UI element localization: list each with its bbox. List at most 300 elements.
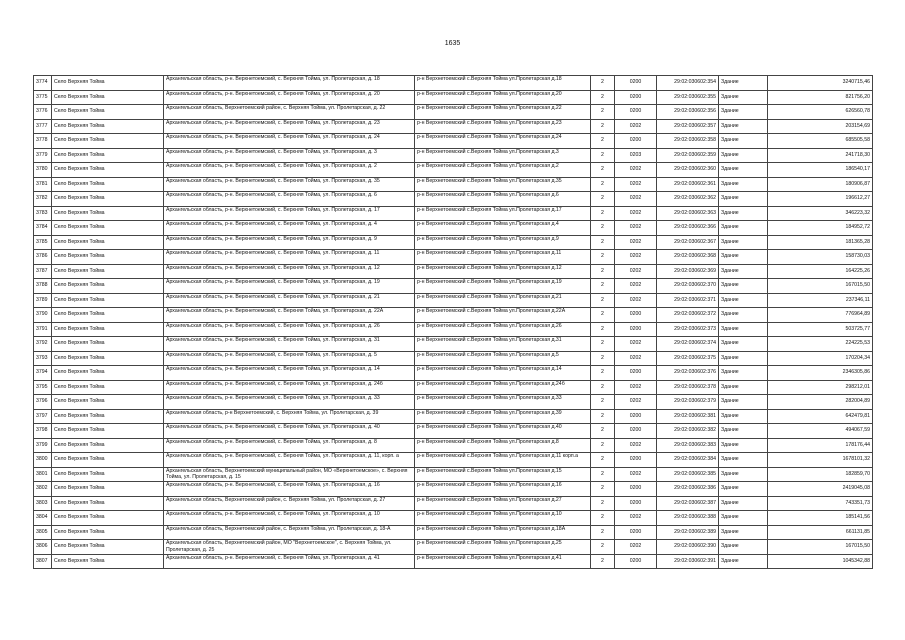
floors-cell: 2 (591, 395, 615, 410)
code-cell: 0202 (615, 293, 657, 308)
floors-cell: 2 (591, 235, 615, 250)
cadastral-number-cell: 29:02:030602:384 (657, 453, 719, 468)
cadastral-cost-cell: 821756,20 (768, 90, 873, 105)
table-row (34, 119, 873, 134)
settlement-cell: Село Верхняя Тойма (52, 511, 164, 526)
settlement-cell: Село Верхняя Тойма (52, 308, 164, 323)
row-number-cell: 3799 (34, 438, 52, 453)
code-cell: 0202 (615, 395, 657, 410)
table-row (34, 76, 873, 91)
object-type-cell: Здание (719, 134, 768, 149)
short-address-cell: р-н Верхнетоемский с.Верхняя Тойма ул.Пролетарская д.27 (415, 496, 591, 511)
cadastral-number-cell: 29:02:030602:376 (657, 366, 719, 381)
address-cell: Архангельская область, Верхнетоемский район, с. Верхняя Тойма, ул. Пролетарская, д. 27 (164, 496, 415, 511)
short-address-cell: р-н Верхнетоемский с.Верхняя Тойма ул.Пролетарская д.23 (415, 119, 591, 134)
code-cell: 0203 (615, 148, 657, 163)
table-row (34, 554, 873, 569)
table-row (34, 293, 873, 308)
address-cell: Архангельская область, р-н. Верхнетоемский, с. Верхняя Тойма, ул. Пролетарская, д. 10 (164, 511, 415, 526)
settlement-cell: Село Верхняя Тойма (52, 366, 164, 381)
settlement-cell: Село Верхняя Тойма (52, 496, 164, 511)
floors-cell: 2 (591, 322, 615, 337)
settlement-cell: Село Верхняя Тойма (52, 235, 164, 250)
address-cell: Архангельская область, Верхнетоемский муниципальный район, МО «Верхнетоемское», с. Верхняя Тойма, ул. Пролетарская, д. 15 (164, 467, 415, 482)
cadastral-cost-cell: 1045342,88 (768, 554, 873, 569)
row-number-cell: 3778 (34, 134, 52, 149)
code-cell: 0202 (615, 163, 657, 178)
address-cell: Архангельская область, р-н. Верхнетоемский, с. Верхняя Тойма, ул. Пролетарская, д. 21 (164, 293, 415, 308)
object-type-cell: Здание (719, 235, 768, 250)
row-number-cell: 3795 (34, 380, 52, 395)
settlement-cell: Село Верхняя Тойма (52, 380, 164, 395)
cadastral-number-cell: 29:02:030602:386 (657, 482, 719, 497)
cadastral-number-cell: 29:02:030602:381 (657, 409, 719, 424)
settlement-cell: Село Верхняя Тойма (52, 540, 164, 555)
object-type-cell: Здание (719, 192, 768, 207)
short-address-cell: р-н Верхнетоемский с.Верхняя Тойма ул.Пролетарская д.40 (415, 424, 591, 439)
address-cell: Архангельская область, р-н. Верхнетоемский, с. Верхняя Тойма, ул. Пролетарская, д. 18 (164, 76, 415, 91)
cadastral-number-cell: 29:02:030602:355 (657, 90, 719, 105)
cadastral-cost-cell: 182859,70 (768, 467, 873, 482)
code-cell: 0202 (615, 192, 657, 207)
table-row (34, 511, 873, 526)
settlement-cell: Село Верхняя Тойма (52, 279, 164, 294)
cadastral-number-cell: 29:02:030602:360 (657, 163, 719, 178)
floors-cell: 2 (591, 293, 615, 308)
row-number-cell: 3787 (34, 264, 52, 279)
object-type-cell: Здание (719, 293, 768, 308)
object-type-cell: Здание (719, 511, 768, 526)
cadastral-number-cell: 29:02:030602:373 (657, 322, 719, 337)
short-address-cell: р-н Верхнетоемский с.Верхняя Тойма ул.Пролетарская д.9 (415, 235, 591, 250)
object-type-cell: Здание (719, 540, 768, 555)
floors-cell: 2 (591, 424, 615, 439)
cadastral-cost-cell: 346223,32 (768, 206, 873, 221)
address-cell: Архангельская область, р-н. Верхнетоемский, с. Верхняя Тойма, ул. Пролетарская, д. 11 (164, 250, 415, 265)
settlement-cell: Село Верхняя Тойма (52, 177, 164, 192)
table-row (34, 467, 873, 482)
floors-cell: 2 (591, 221, 615, 236)
row-number-cell: 3805 (34, 525, 52, 540)
cadastral-number-cell: 29:02:030602:359 (657, 148, 719, 163)
address-cell: Архангельская область, р-н. Верхнетоемский, с. Верхняя Тойма, ул. Пролетарская, д. 2 (164, 163, 415, 178)
cadastral-cost-cell: 2419045,08 (768, 482, 873, 497)
address-cell: Архангельская область, р-н. Верхнетоемский, с. Верхняя Тойма, ул. Пролетарская, д. 20 (164, 90, 415, 105)
settlement-cell: Село Верхняя Тойма (52, 337, 164, 352)
cadastral-cost-cell: 743351,73 (768, 496, 873, 511)
floors-cell: 2 (591, 438, 615, 453)
code-cell: 0202 (615, 177, 657, 192)
code-cell: 0202 (615, 250, 657, 265)
object-type-cell: Здание (719, 453, 768, 468)
floors-cell: 2 (591, 351, 615, 366)
settlement-cell: Село Верхняя Тойма (52, 351, 164, 366)
short-address-cell: р-н Верхнетоемский с.Верхняя Тойма ул.Пролетарская д.11 (415, 250, 591, 265)
settlement-cell: Село Верхняя Тойма (52, 206, 164, 221)
code-cell: 0200 (615, 424, 657, 439)
short-address-cell: р-н Верхнетоемский с.Верхняя Тойма ул.Пролетарская д.12 (415, 264, 591, 279)
address-cell: Архангельская область, р-н. Верхнетоемский, с. Верхняя Тойма, ул. Пролетарская, д. 3 (164, 148, 415, 163)
short-address-cell: р-н Верхнетоемский с.Верхняя Тойма ул.Пролетарская д.6 (415, 192, 591, 207)
settlement-cell: Село Верхняя Тойма (52, 163, 164, 178)
row-number-cell: 3777 (34, 119, 52, 134)
short-address-cell: р-н Верхнетоемский с.Верхняя Тойма ул.Пролетарская д.18 (415, 76, 591, 91)
floors-cell: 2 (591, 540, 615, 555)
settlement-cell: Село Верхняя Тойма (52, 467, 164, 482)
settlement-cell: Село Верхняя Тойма (52, 438, 164, 453)
object-type-cell: Здание (719, 438, 768, 453)
address-cell: Архангельская область, р-н. Верхнетоемский, с. Верхняя Тойма, ул. Пролетарская, д. 41 (164, 554, 415, 569)
row-number-cell: 3798 (34, 424, 52, 439)
cadastral-number-cell: 29:02:030602:358 (657, 134, 719, 149)
address-cell: Архангельская область, р-н. Верхнетоемский, с. Верхняя Тойма, ул. Пролетарская, д. 31 (164, 337, 415, 352)
code-cell: 0200 (615, 496, 657, 511)
short-address-cell: р-н Верхнетоемский с.Верхняя Тойма ул.Пролетарская д.8 (415, 438, 591, 453)
cadastral-cost-cell: 776964,89 (768, 308, 873, 323)
cadastral-cost-cell: 158730,03 (768, 250, 873, 265)
floors-cell: 2 (591, 119, 615, 134)
address-cell: Архангельская область, р-н. Верхнетоемский, с. Верхняя Тойма, ул. Пролетарская, д. 8 (164, 438, 415, 453)
address-cell: Архангельская область, р-н. Верхнетоемский, с. Верхняя Тойма, ул. Пролетарская, д. 19 (164, 279, 415, 294)
code-cell: 0202 (615, 119, 657, 134)
table-row (34, 235, 873, 250)
cadastral-number-cell: 29:02:030602:354 (657, 76, 719, 91)
table-row (34, 525, 873, 540)
floors-cell: 2 (591, 279, 615, 294)
table-row (34, 496, 873, 511)
cadastral-number-cell: 29:02:030602:361 (657, 177, 719, 192)
object-type-cell: Здание (719, 250, 768, 265)
address-cell: Архангельская область, р-н. Верхнетоемский, с. Верхняя Тойма, ул. Пролетарская, д. 11, корп. а (164, 453, 415, 468)
short-address-cell: р-н Верхнетоемский с.Верхняя Тойма ул.Пролетарская д.26 (415, 322, 591, 337)
settlement-cell: Село Верхняя Тойма (52, 264, 164, 279)
table-row (34, 264, 873, 279)
object-type-cell: Здание (719, 424, 768, 439)
cadastral-number-cell: 29:02:030602:391 (657, 554, 719, 569)
address-cell: Архангельская область, р-н. Верхнетоемский, с. Верхняя Тойма, ул. Пролетарская, д. 16 (164, 482, 415, 497)
floors-cell: 2 (591, 264, 615, 279)
code-cell: 0202 (615, 264, 657, 279)
object-type-cell: Здание (719, 221, 768, 236)
settlement-cell: Село Верхняя Тойма (52, 90, 164, 105)
floors-cell: 2 (591, 192, 615, 207)
row-number-cell: 3806 (34, 540, 52, 555)
short-address-cell: р-н Верхнетоемский с.Верхняя Тойма ул.Пролетарская д.22А (415, 308, 591, 323)
address-cell: Архангельская область, р-н. Верхнетоемский, с. Верхняя Тойма, ул. Пролетарская, д. 9 (164, 235, 415, 250)
cadastral-number-cell: 29:02:030602:367 (657, 235, 719, 250)
object-type-cell: Здание (719, 308, 768, 323)
row-number-cell: 3801 (34, 467, 52, 482)
address-cell: Архангельская область, р-н. Верхнетоемский, с. Верхняя Тойма, ул. Пролетарская, д. 17 (164, 206, 415, 221)
cadastral-cost-cell: 203154,69 (768, 119, 873, 134)
floors-cell: 2 (591, 496, 615, 511)
floors-cell: 2 (591, 250, 615, 265)
short-address-cell: р-н Верхнетоемский с.Верхняя Тойма ул.Пролетарская д.11 корп.а (415, 453, 591, 468)
floors-cell: 2 (591, 554, 615, 569)
object-type-cell: Здание (719, 482, 768, 497)
object-type-cell: Здание (719, 119, 768, 134)
cadastral-cost-cell: 196612,27 (768, 192, 873, 207)
cadastral-cost-cell: 503725,77 (768, 322, 873, 337)
short-address-cell: р-н Верхнетоемский с.Верхняя Тойма ул.Пролетарская д.10 (415, 511, 591, 526)
table-row (34, 148, 873, 163)
object-type-cell: Здание (719, 105, 768, 120)
short-address-cell: р-н Верхнетоемский с.Верхняя Тойма ул.Пролетарская д.21 (415, 293, 591, 308)
object-type-cell: Здание (719, 395, 768, 410)
address-cell: Архангельская область, р-н. Верхнетоемский, с. Верхняя Тойма, ул. Пролетарская, д. 26 (164, 322, 415, 337)
cadastral-number-cell: 29:02:030602:357 (657, 119, 719, 134)
floors-cell: 2 (591, 134, 615, 149)
object-type-cell: Здание (719, 279, 768, 294)
row-number-cell: 3794 (34, 366, 52, 381)
cadastral-cost-cell: 642479,81 (768, 409, 873, 424)
table-row (34, 540, 873, 555)
object-type-cell: Здание (719, 366, 768, 381)
code-cell: 0200 (615, 409, 657, 424)
cadastral-number-cell: 29:02:030602:388 (657, 511, 719, 526)
table-row (34, 366, 873, 381)
code-cell: 0200 (615, 322, 657, 337)
address-cell: Архангельская область, р-н. Верхнетоемский, с. Верхняя Тойма, ул. Пролетарская, д. 4 (164, 221, 415, 236)
cadastral-cost-cell: 180906,87 (768, 177, 873, 192)
short-address-cell: р-н Верхнетоемский с.Верхняя Тойма ул.Пролетарская д.19 (415, 279, 591, 294)
settlement-cell: Село Верхняя Тойма (52, 119, 164, 134)
row-number-cell: 3804 (34, 511, 52, 526)
row-number-cell: 3797 (34, 409, 52, 424)
row-number-cell: 3803 (34, 496, 52, 511)
short-address-cell: р-н Верхнетоемский с.Верхняя Тойма ул.Пролетарская д.17 (415, 206, 591, 221)
cadastral-cost-cell: 167015,50 (768, 279, 873, 294)
short-address-cell: р-н Верхнетоемский с.Верхняя Тойма ул.Пролетарская д.18А (415, 525, 591, 540)
cadastral-cost-cell: 626560,78 (768, 105, 873, 120)
object-type-cell: Здание (719, 177, 768, 192)
short-address-cell: р-н Верхнетоемский с.Верхняя Тойма ул.Пролетарская д.33 (415, 395, 591, 410)
cadastral-number-cell: 29:02:030602:368 (657, 250, 719, 265)
row-number-cell: 3781 (34, 177, 52, 192)
row-number-cell: 3788 (34, 279, 52, 294)
settlement-cell: Село Верхняя Тойма (52, 525, 164, 540)
short-address-cell: р-н Верхнетоемский с.Верхняя Тойма ул.Пролетарская д.31 (415, 337, 591, 352)
cadastral-cost-cell: 181365,28 (768, 235, 873, 250)
short-address-cell: р-н Верхнетоемский с.Верхняя Тойма ул.Пролетарская д.25 (415, 540, 591, 555)
table-row (34, 380, 873, 395)
object-type-cell: Здание (719, 90, 768, 105)
table-row (34, 177, 873, 192)
cadastral-number-cell: 29:02:030602:371 (657, 293, 719, 308)
object-type-cell: Здание (719, 467, 768, 482)
cadastral-number-cell: 29:02:030602:356 (657, 105, 719, 120)
table-row (34, 337, 873, 352)
address-cell: Архангельская область, р-н. Верхнетоемский, с. Верхняя Тойма, ул. Пролетарская, д. 40 (164, 424, 415, 439)
cadastral-cost-cell: 185141,56 (768, 511, 873, 526)
cadastral-number-cell: 29:02:030602:385 (657, 467, 719, 482)
settlement-cell: Село Верхняя Тойма (52, 221, 164, 236)
code-cell: 0200 (615, 308, 657, 323)
table-row (34, 322, 873, 337)
settlement-cell: Село Верхняя Тойма (52, 134, 164, 149)
short-address-cell: р-н Верхнетоемский с.Верхняя Тойма ул.Пролетарская д.22 (415, 105, 591, 120)
short-address-cell: р-н Верхнетоемский с.Верхняя Тойма ул.Пролетарская д.24б (415, 380, 591, 395)
table-row (34, 105, 873, 120)
cadastral-number-cell: 29:02:030602:382 (657, 424, 719, 439)
settlement-cell: Село Верхняя Тойма (52, 554, 164, 569)
floors-cell: 2 (591, 511, 615, 526)
settlement-cell: Село Верхняя Тойма (52, 192, 164, 207)
settlement-cell: Село Верхняя Тойма (52, 453, 164, 468)
object-type-cell: Здание (719, 76, 768, 91)
code-cell: 0202 (615, 235, 657, 250)
address-cell: Архангельская область, Верхнетоемский район, с. Верхняя Тойма, ул. Пролетарская, д. 18-А (164, 525, 415, 540)
object-type-cell: Здание (719, 380, 768, 395)
row-number-cell: 3807 (34, 554, 52, 569)
code-cell: 0200 (615, 482, 657, 497)
table-row (34, 482, 873, 497)
table-row (34, 438, 873, 453)
row-number-cell: 3782 (34, 192, 52, 207)
row-number-cell: 3789 (34, 293, 52, 308)
floors-cell: 2 (591, 453, 615, 468)
address-cell: Архангельская область, р-н. Верхнетоемский, с. Верхняя Тойма, ул. Пролетарская, д. 33 (164, 395, 415, 410)
cadastral-number-cell: 29:02:030602:370 (657, 279, 719, 294)
table-row (34, 250, 873, 265)
row-number-cell: 3793 (34, 351, 52, 366)
short-address-cell: р-н Верхнетоемский с.Верхняя Тойма ул.Пролетарская д.3 (415, 148, 591, 163)
address-cell: Архангельская область, р-н. Верхнетоемский, с. Верхняя Тойма, ул. Пролетарская, д. 12 (164, 264, 415, 279)
code-cell: 0202 (615, 221, 657, 236)
cadastral-number-cell: 29:02:030602:387 (657, 496, 719, 511)
code-cell: 0200 (615, 76, 657, 91)
code-cell: 0202 (615, 438, 657, 453)
floors-cell: 2 (591, 525, 615, 540)
floors-cell: 2 (591, 337, 615, 352)
cadastral-cost-cell: 167015,50 (768, 540, 873, 555)
registry-table (33, 75, 873, 569)
code-cell: 0202 (615, 351, 657, 366)
code-cell: 0200 (615, 366, 657, 381)
floors-cell: 2 (591, 163, 615, 178)
cadastral-number-cell: 29:02:030602:362 (657, 192, 719, 207)
settlement-cell: Село Верхняя Тойма (52, 76, 164, 91)
row-number-cell: 3796 (34, 395, 52, 410)
table-row (34, 308, 873, 323)
code-cell: 0200 (615, 525, 657, 540)
settlement-cell: Село Верхняя Тойма (52, 482, 164, 497)
object-type-cell: Здание (719, 496, 768, 511)
cadastral-cost-cell: 241718,30 (768, 148, 873, 163)
cadastral-cost-cell: 178176,44 (768, 438, 873, 453)
short-address-cell: р-н Верхнетоемский с.Верхняя Тойма ул.Пролетарская д.2 (415, 163, 591, 178)
object-type-cell: Здание (719, 351, 768, 366)
row-number-cell: 3790 (34, 308, 52, 323)
cadastral-cost-cell: 661131,85 (768, 525, 873, 540)
settlement-cell: Село Верхняя Тойма (52, 322, 164, 337)
object-type-cell: Здание (719, 525, 768, 540)
cadastral-number-cell: 29:02:030602:389 (657, 525, 719, 540)
short-address-cell: р-н Верхнетоемский с.Верхняя Тойма ул.Пролетарская д.41 (415, 554, 591, 569)
cadastral-number-cell: 29:02:030602:378 (657, 380, 719, 395)
page-number: 1635 (444, 40, 461, 47)
row-number-cell: 3783 (34, 206, 52, 221)
settlement-cell: Село Верхняя Тойма (52, 424, 164, 439)
object-type-cell: Здание (719, 322, 768, 337)
cadastral-number-cell: 29:02:030602:375 (657, 351, 719, 366)
cadastral-cost-cell: 494067,59 (768, 424, 873, 439)
floors-cell: 2 (591, 177, 615, 192)
short-address-cell: р-н Верхнетоемский с.Верхняя Тойма ул.Пролетарская д.4 (415, 221, 591, 236)
table-row (34, 453, 873, 468)
object-type-cell: Здание (719, 206, 768, 221)
floors-cell: 2 (591, 482, 615, 497)
row-number-cell: 3776 (34, 105, 52, 120)
object-type-cell: Здание (719, 148, 768, 163)
address-cell: Архангельская область, р-н. Верхнетоемский, с. Верхняя Тойма, ул. Пролетарская, д. 24 (164, 134, 415, 149)
address-cell: Архангельская область, Верхнетоемский район, с. Верхняя Тойма, ул. Пролетарская, д. 22 (164, 105, 415, 120)
floors-cell: 2 (591, 467, 615, 482)
settlement-cell: Село Верхняя Тойма (52, 395, 164, 410)
floors-cell: 2 (591, 308, 615, 323)
object-type-cell: Здание (719, 554, 768, 569)
cadastral-cost-cell: 2346305,86 (768, 366, 873, 381)
table-row (34, 409, 873, 424)
table-row (34, 90, 873, 105)
table-row (34, 279, 873, 294)
short-address-cell: р-н Верхнетоемский с.Верхняя Тойма ул.Пролетарская д.20 (415, 90, 591, 105)
code-cell: 0202 (615, 279, 657, 294)
floors-cell: 2 (591, 206, 615, 221)
cadastral-cost-cell: 224225,53 (768, 337, 873, 352)
cadastral-number-cell: 29:02:030602:366 (657, 221, 719, 236)
table-row (34, 221, 873, 236)
code-cell: 0202 (615, 540, 657, 555)
short-address-cell: р-н Верхнетоемский с.Верхняя Тойма ул.Пролетарская д.35 (415, 177, 591, 192)
table-row (34, 134, 873, 149)
address-cell: Архангельская область, р-н Верхнетоемский, с. Верхняя Тойма, ул. Пролетарская, д. 39 (164, 409, 415, 424)
row-number-cell: 3792 (34, 337, 52, 352)
object-type-cell: Здание (719, 163, 768, 178)
address-cell: Архангельская область, р-н. Верхнетоемский, с. Верхняя Тойма, ул. Пролетарская, д. 14 (164, 366, 415, 381)
short-address-cell: р-н Верхнетоемский с.Верхняя Тойма ул.Пролетарская д.24 (415, 134, 591, 149)
code-cell: 0200 (615, 134, 657, 149)
code-cell: 0200 (615, 554, 657, 569)
floors-cell: 2 (591, 409, 615, 424)
cadastral-number-cell: 29:02:030602:372 (657, 308, 719, 323)
table-row (34, 395, 873, 410)
registry-rows (34, 76, 873, 569)
floors-cell: 2 (591, 380, 615, 395)
table-row (34, 424, 873, 439)
row-number-cell: 3785 (34, 235, 52, 250)
short-address-cell: р-н Верхнетоемский с.Верхняя Тойма ул.Пролетарская д.5 (415, 351, 591, 366)
address-cell: Архангельская область, р-н. Верхнетоемский, с. Верхняя Тойма, ул. Пролетарская, д. 24б (164, 380, 415, 395)
object-type-cell: Здание (719, 264, 768, 279)
cadastral-cost-cell: 237346,11 (768, 293, 873, 308)
short-address-cell: р-н Верхнетоемский с.Верхняя Тойма ул.Пролетарская д.15 (415, 467, 591, 482)
address-cell: Архангельская область, р-н. Верхнетоемский, с. Верхняя Тойма, ул. Пролетарская, д. 6 (164, 192, 415, 207)
floors-cell: 2 (591, 90, 615, 105)
row-number-cell: 3800 (34, 453, 52, 468)
address-cell: Архангельская область, р-н. Верхнетоемский, с. Верхняя Тойма, ул. Пролетарская, д. 35 (164, 177, 415, 192)
cadastral-cost-cell: 186540,17 (768, 163, 873, 178)
cadastral-cost-cell: 282004,89 (768, 395, 873, 410)
floors-cell: 2 (591, 366, 615, 381)
code-cell: 0202 (615, 206, 657, 221)
row-number-cell: 3775 (34, 90, 52, 105)
code-cell: 0200 (615, 453, 657, 468)
row-number-cell: 3779 (34, 148, 52, 163)
cadastral-number-cell: 29:02:030602:374 (657, 337, 719, 352)
address-cell: Архангельская область, Верхнетоемский район, МО "Верхнетоемское", с. Верхняя Тойма, ул. Пролетарская, д. 25 (164, 540, 415, 555)
row-number-cell: 3791 (34, 322, 52, 337)
